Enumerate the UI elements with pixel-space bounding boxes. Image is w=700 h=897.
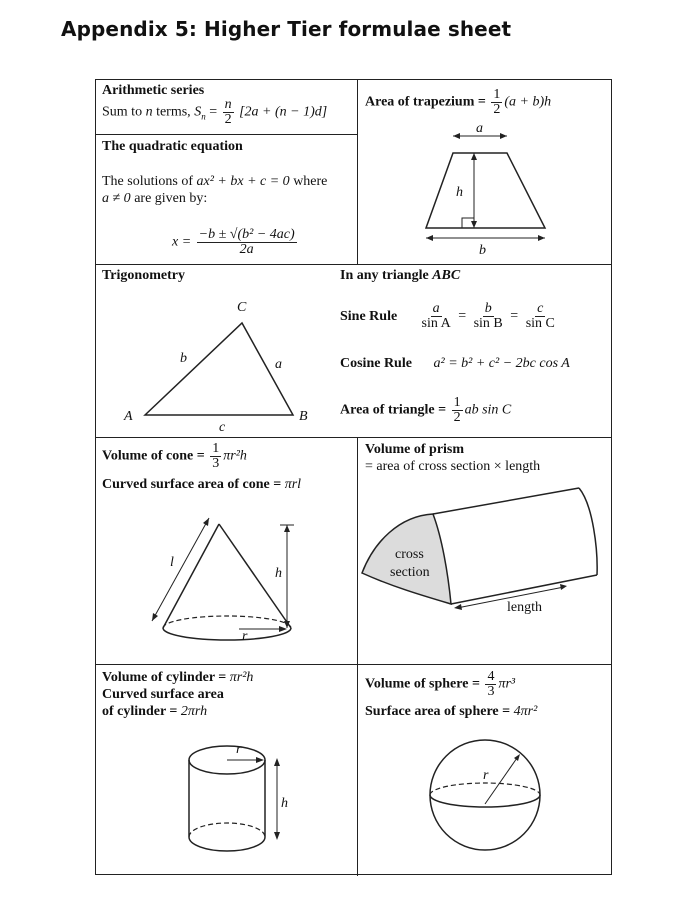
sum-subscript: n — [201, 111, 206, 122]
page-title: Appendix 5: Higher Tier formulae sheet — [61, 17, 512, 41]
quadratic-heading: The quadratic equation — [102, 139, 243, 154]
triangle-area-formula: ab sin C — [464, 402, 512, 418]
quadratic-condition: a ≠ 0 — [102, 191, 131, 206]
sum-frac-num: n — [224, 97, 232, 112]
cylinder-h-label: h — [281, 796, 288, 811]
sphere-r-label: r — [483, 768, 489, 783]
cone-r-label: r — [242, 629, 248, 644]
trapezium-formula: (a + b)h — [504, 94, 552, 110]
trapezium-a-label: a — [476, 121, 483, 136]
sphere-volume-formula: πr³ — [498, 676, 516, 692]
sphere-frac-num: 4 — [487, 669, 495, 684]
cone-frac-den: 3 — [212, 456, 220, 471]
cylinder-surface-line2: of cylinder = — [102, 704, 178, 719]
cone-h-label: h — [275, 566, 282, 581]
quadratic-denominator: 2a — [239, 242, 254, 257]
cylinder-volume-label: Volume of cylinder = — [102, 670, 227, 685]
quadratic-line2-suffix: are given by: — [134, 191, 208, 206]
cone-volume-label: Volume of cone = — [102, 448, 205, 464]
triangle-area-label: Area of triangle = — [340, 402, 447, 418]
cone-surface-formula: πrl — [284, 477, 302, 492]
cosine-rule-label: Cosine Rule — [340, 356, 412, 371]
side-a-label: a — [275, 357, 282, 372]
trapezium-h-label: h — [456, 185, 463, 200]
sphere-volume-label: Volume of sphere = — [365, 676, 480, 692]
sphere-diagram — [96, 80, 611, 880]
trapezium-frac-num: 1 — [493, 87, 501, 102]
sine-a-den: sin A — [421, 316, 451, 331]
sphere-surface-formula: 4πr² — [513, 704, 538, 719]
trapezium-label: Area of trapezium = — [365, 94, 486, 110]
cylinder-volume-formula: πr²h — [229, 670, 254, 685]
sphere-surface-label: Surface area of sphere = — [365, 704, 511, 719]
triangle-heading-var: ABC — [432, 268, 461, 283]
cross-section-line1: cross — [395, 547, 424, 562]
cone-volume-formula: πr²h — [223, 448, 247, 464]
cylinder-surface-formula: 2πrh — [180, 704, 208, 719]
sine-a-num: a — [432, 301, 440, 316]
prism-length-label: length — [507, 600, 542, 615]
triangle-area-frac-num: 1 — [453, 395, 461, 410]
prism-volume-label: Volume of prism — [365, 442, 465, 457]
sine-b-den: sin B — [473, 316, 503, 331]
sum-formula: [2a + (n − 1)d] — [239, 104, 328, 120]
cone-frac-num: 1 — [212, 441, 220, 456]
triangle-area-frac-den: 2 — [453, 410, 461, 425]
quadratic-x-eq: x = — [172, 234, 192, 250]
sine-c-num: c — [537, 301, 544, 316]
sum-terms: terms, — [156, 104, 191, 120]
cylinder-r-label: r — [236, 742, 242, 757]
trapezium-b-label: b — [479, 243, 486, 258]
sphere-frac-den: 3 — [487, 684, 495, 699]
prism-volume-formula: = area of cross section × length — [365, 459, 541, 474]
cone-l-label: l — [170, 555, 174, 570]
sum-frac-den: 2 — [224, 112, 232, 127]
sine-rule-label: Sine Rule — [340, 308, 398, 324]
sum-label: Sum to — [102, 104, 143, 120]
quadratic-line1-suffix: where — [293, 174, 328, 189]
vertex-C-label: C — [237, 300, 247, 315]
quadratic-numerator: −b ± √(b² − 4ac) — [198, 227, 295, 242]
trigonometry-heading: Trigonometry — [102, 268, 185, 283]
vertex-A-label: A — [124, 409, 133, 424]
arithmetic-series-heading: Arithmetic series — [102, 83, 205, 98]
sine-c-den: sin C — [525, 316, 555, 331]
cylinder-surface-line1: Curved surface area — [102, 687, 224, 702]
side-b-label: b — [180, 351, 187, 366]
vertex-B-label: B — [299, 409, 308, 424]
cross-section-line2: section — [390, 565, 430, 580]
formulae-table — [95, 79, 612, 875]
side-c-label: c — [219, 420, 226, 435]
trapezium-frac-den: 2 — [493, 102, 501, 117]
sine-rule: Sine Rule $\frac{a}{\text{sin A}}$ = $\frac{b}{\text{sin B}}$ = $\frac{c}{\text{sin C}}$ — [340, 301, 555, 331]
quadratic-equation: ax² + bx + c = 0 — [196, 174, 290, 189]
cone-surface-label: Curved surface area of cone = — [102, 477, 282, 492]
sum-symbol: S — [194, 104, 202, 120]
sum-eq: = — [209, 104, 218, 120]
quadratic-line1-prefix: The solutions of — [102, 174, 193, 189]
sum-n: n — [145, 104, 153, 120]
cosine-rule-formula: a² = b² + c² − 2bc cos A — [433, 356, 570, 371]
triangle-heading-text: In any triangle — [340, 268, 429, 283]
sine-b-num: b — [484, 301, 492, 316]
